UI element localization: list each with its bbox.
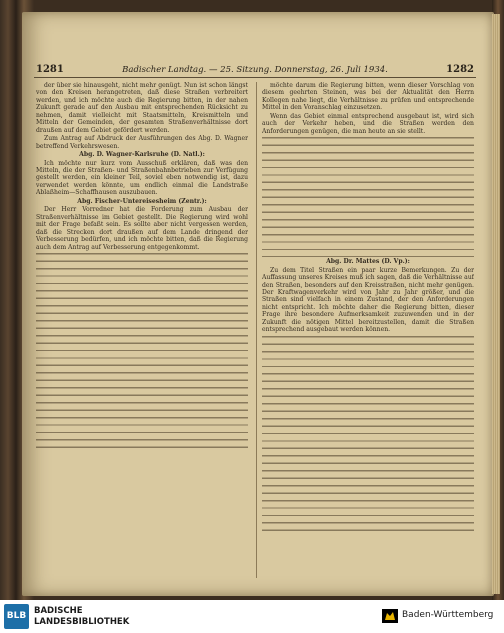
paragraph: Zu dem Titel Straßen ein paar kurze Bemerkungen. Zu der Auffassung unseres Kreises muß ich sagen, daß die Verhältnisse auf den Straßen, besonders auf den Kreisstraßen, nicht mehr genügen. Der Kraftwagenverkehr wird von Jahr zu Jahr größer, und die Straßen sind vielfach in einem Zustand, der den Anforderungen nicht entspricht. Ich möchte daher die Regierung bitten, dieser Frage ihre besondere Aufmerksamkeit zuzuwenden und in der Zukunft die nötigen Mittel bereitzustellen, damit die Straßen entsprechend ausgebaut werden können.: [262, 266, 474, 334]
paragraph: Zum Antrag auf Abdruck der Ausführungen des Abg. D. Wagner betreffend Verkehrswesen.: [36, 135, 248, 150]
text-block: [36, 253, 248, 453]
right-column: [262, 82, 474, 582]
paragraph: Wenn das Gebiet einmal entsprechend ausgebaut ist, wird sich auch der Verkehr heben, und die Straßen werden den Anforderungen genügen, die man heute an sie stellt.: [262, 112, 474, 135]
blb-name: [34, 606, 129, 628]
speaker-heading: Abg. Dr. Mattes (D. Vp.):: [326, 258, 410, 266]
column-divider: [256, 82, 257, 578]
baden-wuerttemberg-name[interactable]: Baden-Württemberg: [402, 610, 494, 620]
paragraph: der über sie hinausgeht, nicht mehr genügt. Nun ist schon längst von den Kreisen herangetreten, daß diese Straßen verbreitert werden, und ich möchte auch die Regierung bitten, in der nahen Zukunft gerade auf den Ausbau mit entsprechenden Rücksicht zu nehmen, damit vielleicht mit Staatsmitteln, Kreismitteln und Mitteln der Gemeinden, der gesamten Straßenverhältnisse dort draußen auf dem Gebiet gefördert werden.: [36, 82, 248, 134]
page-number-left: 1281: [36, 64, 64, 75]
paragraph: Ich möchte nur kurz vom Ausschuß erklären, daß was den Mitteln, die der Straßen- und Straßenbahnbetrieben zur Verfügung gestellt werden, ein kleiner Teil, soviel eben notwendig ist, dazu verwendet werden könnte, um endlich einmal die Landstraße Ablaßheim—Schaffhausen auszubauen.: [36, 159, 248, 197]
footer-bar: [0, 600, 504, 633]
blb-name-line1: BADISCHE: [34, 606, 83, 616]
page-number-right: 1282: [446, 64, 474, 75]
speaker-heading: Abg. Fischer-Untereisesheim (Zentr.):: [77, 197, 207, 205]
left-column: [36, 82, 248, 582]
speaker-heading: Abg. D. Wagner-Karlsruhe (D. Natl.):: [79, 151, 205, 159]
blb-name-line2: LANDESBIBLIOTHEK: [34, 617, 130, 627]
baden-wuerttemberg-lion-icon: [382, 609, 398, 623]
paragraph: möchte darum die Regierung bitten, wenn dieser Vorschlag von diesem geehrten Steinen, was bei der Aktualität den Herrn Kollegen nahe liegt, die Verhältnisse zu prüfen und entsprechende Mittel in den Voranschlag einzusetzen.: [262, 82, 474, 112]
page-edges: [492, 14, 500, 594]
header-rule: [34, 77, 476, 78]
running-head: Badischer Landtag. — 25. Sitzung. Donnerstag, 26. Juli 1934.: [122, 65, 388, 75]
paragraph: Der Herr Vorredner hat die Forderung zum Ausbau der Straßenverhältnisse im Gebiet gestellt. Die Regierung wird wohl mit der Frage befaßt sein. Es sollte aber nicht vergessen werden, daß die Strecken dort draußen auf dem Lande dringend der Verbesserung bedürfen, und ich möchte bitten, daß die Regierung auch dem Antrag auf Verbesserung entgegenkommt.: [36, 206, 248, 251]
text-block: [262, 137, 474, 257]
text-block: [262, 336, 474, 536]
blb-logo[interactable]: BLB: [4, 604, 29, 629]
